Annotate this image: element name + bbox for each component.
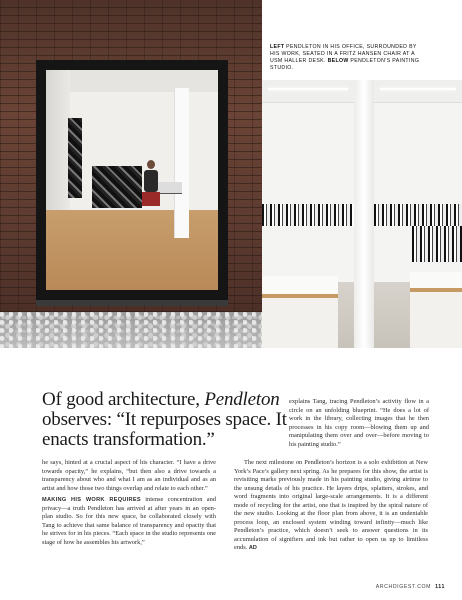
wood-floor (46, 210, 218, 290)
caption-below-text: PENDLETON’S PAINTING STUDIO. (270, 58, 420, 71)
studio-column (354, 80, 374, 348)
chair (142, 192, 160, 206)
office-interior (46, 70, 218, 290)
seated-person (144, 170, 158, 192)
body-column-left: he says, hinted at a crucial aspect of his character. “I have a drive towards opacity,” he explains, “but then also a drive towards a transparency about who and what I am as an individual and as an artist and how those two things overlap and relate to each other.” MAKING HIS WORK REQUIRES intense concentration and privacy—a truth Pendleton has arrived at after years in an open-plan studio. So for this new space, he collaborated closely with Tang to achieve that same balance of transparency and opacity that he strives for in his pieces. “Each space in the studio represents one stage of how he assembles his artwork,” (42, 459, 216, 546)
photo-office-window (0, 0, 262, 348)
caption-left-label: LEFT (270, 44, 285, 50)
artwork-floor (92, 166, 142, 208)
page-number: 111 (435, 584, 445, 590)
work-table-right (410, 272, 462, 288)
run-in-heading: MAKING HIS WORK REQUIRES (42, 497, 141, 503)
end-mark: AD (248, 545, 257, 551)
studio-artwork-left (262, 204, 354, 226)
footer-site: ARCHDIGEST.COM (375, 584, 432, 590)
caption-below-label: BELOW (327, 58, 349, 64)
artwork-tall (68, 118, 82, 198)
body-column-right-upper: explains Tang, tracing Pendleton’s activity flow in a circle on an unfolding blueprint. “He does a lot of work in the library, collecting images that he then processes in his copy room—blowing them up and manipulating them over and over—before moving to his painting studio.” (289, 398, 429, 448)
photo-caption (270, 44, 420, 72)
work-table-left (262, 276, 338, 294)
photo-painting-studio (262, 80, 462, 348)
body-column-right: The next milestone on Pendleton’s horizon is a solo exhibition at New York’s Pace’s gallery next spring. As he prepares for this show, the artist is revisiting marks previously made in his painting studio, giving airtime to the unsung details of his practice. He layers drips, splatters, strokes, and word fragments into original large-scale arrangements. It is a different mode of recycling for the artist, one that is inspired by the spiral nature of the new studio. Looking at the floor plan from above, it is an undeniable process loop, an enclosed system winding toward infinity—much like Pendleton’s practice, which doesn’t seek to answer questions in its accumulation of signifiers and ink but rather to open us up to limitless ends. AD (234, 459, 428, 551)
headline-name: Pendleton (204, 389, 280, 410)
gravel-bed (0, 312, 262, 348)
caption-left-text: PENDLETON IN HIS OFFICE, SURROUNDED BY HIS WORK, SEATED IN A FRITZ HANSEN CHAIR AT A USM HALLER DESK. (270, 44, 417, 64)
studio-artwork-right (374, 204, 462, 226)
page-footer (355, 584, 445, 590)
pull-quote-headline: Of good architecture, Pendleton observes: “It repurposes space. It enacts transformation.” (42, 389, 287, 450)
